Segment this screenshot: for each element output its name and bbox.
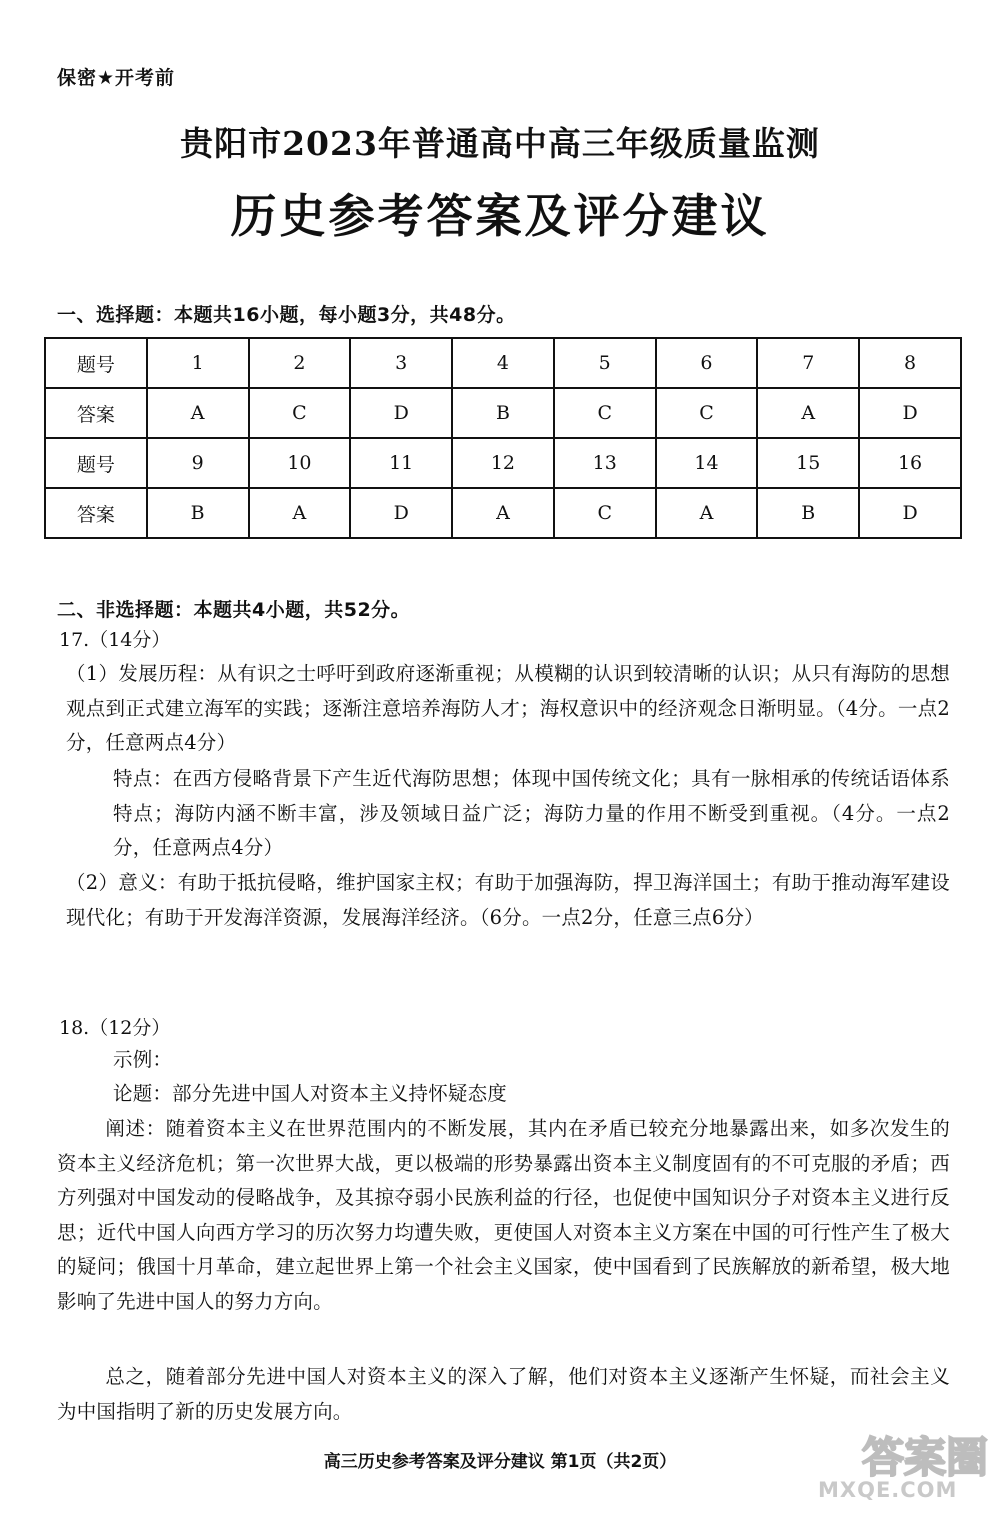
table-row [45,438,961,488]
q18-body-text: 阐述：随着资本主义在世界范围内的不断发展，其内在矛盾已较充分地暴露出来，如多次发生的资本主义经济危机；第一次世界大战，更以极端的形势暴露出资本主义制度固有的不可克服的矛盾；西方列强对中国发动的侵略战争，及其掠夺弱小民族利益的行径，也促使中国知识分子对资本主义进行反思；近代中国人向西方学习的历次努力均遭失败，更使国人对资本主义方案在中国的可行性产生了极大的疑问；俄国十月革命，建立起世界上第一个社会主义国家，使中国看到了民族解放的新希望，极大地影响了先进中国人的努力方向。 [57,1117,950,1313]
table-row [45,338,961,388]
question-number: 7 [757,338,859,388]
section2-heading: 二、非选择题：本题共4小题，共52分。 [57,599,411,621]
q18-conclusion [57,1360,950,1429]
question-number: 12 [452,438,554,488]
q17-part2-significance: （2）意义：有助于抵抗侵略，维护国家主权；有助于加强海防，捍卫海洋国土；有助于推动海军建设现代化；有助于开发海洋资源，发展海洋经济。（6分。一点2分，任意三点6分） [66,871,950,929]
question-17-header: 17.（14分） [59,629,171,651]
answer-cell: B [452,388,554,438]
question-number: 16 [859,438,961,488]
q18-conclusion-text: 总之，随着部分先进中国人对资本主义的深入了解，他们对资本主义逐渐产生怀疑，而社会主义为中国指明了新的历史发展方向。 [57,1365,950,1423]
answer-cell: D [350,488,452,538]
answer-cell: A [147,388,249,438]
answer-cell: D [859,388,961,438]
answer-cell: D [350,388,452,438]
answer-cell: C [656,388,758,438]
question-number: 9 [147,438,249,488]
table-row [45,388,961,438]
answer-cell: C [554,388,656,438]
confidential-label: 保密★开考前 [57,67,176,89]
row-label-answer: 答案 [45,388,147,438]
answer-cell: A [656,488,758,538]
document-subtitle: 历史参考答案及评分建议 [230,189,770,243]
question-number: 11 [350,438,452,488]
question-number: 13 [554,438,656,488]
watermark-logo-text: 答案圈 [862,1433,988,1482]
question-number: 14 [656,438,758,488]
watermark-site: MXQE.COM [818,1478,958,1502]
answer-cell: B [757,488,859,538]
answer-cell: A [249,488,351,538]
row-label-answer: 答案 [45,488,147,538]
watermark-logo [858,1428,988,1484]
question-number: 2 [249,338,351,388]
section1-heading: 一、选择题：本题共16小题，每小题3分，共48分。 [57,304,516,326]
answer-cell: A [452,488,554,538]
question-18-header: 18.（12分） [59,1017,171,1039]
q18-body [57,1112,950,1319]
answer-cell: B [147,488,249,538]
question-number: 3 [350,338,452,388]
page-footer: 高三历史参考答案及评分建议 第1页（共2页） [323,1452,677,1472]
document-title: 贵阳市2023年普通高中高三年级质量监测 [180,124,820,163]
q17-part1-features: 特点：在西方侵略背景下产生近代海防思想；体现中国传统文化；具有一脉相承的传统话语体系特点；海防内涵不断丰富，涉及领域日益广泛；海防力量的作用不断受到重视。（4分。一点2分，任意两点4分） [113,767,950,859]
question-number: 1 [147,338,249,388]
question-number: 5 [554,338,656,388]
q17-part1-development: （1）发展历程：从有识之士呼吁到政府逐渐重视；从模糊的认识到较清晰的认识；从只有海防的思想观点到正式建立海军的实践；逐渐注意培养海防人才；海权意识中的经济观念日渐明显。（4分。一点2分，任意两点4分） [66,662,950,754]
q18-example-label: 示例： [113,1048,173,1071]
table-row [45,488,961,538]
row-label-question: 题号 [45,338,147,388]
q18-thesis: 论题：部分先进中国人对资本主义持怀疑态度 [113,1082,508,1105]
answer-cell: D [859,488,961,538]
answer-cell: C [249,388,351,438]
question-number: 8 [859,338,961,388]
row-label-question: 题号 [45,438,147,488]
question-number: 6 [656,338,758,388]
answer-cell: C [554,488,656,538]
question-number: 4 [452,338,554,388]
answer-cell: A [757,388,859,438]
question-number: 10 [249,438,351,488]
answer-table [44,337,962,539]
question-number: 15 [757,438,859,488]
